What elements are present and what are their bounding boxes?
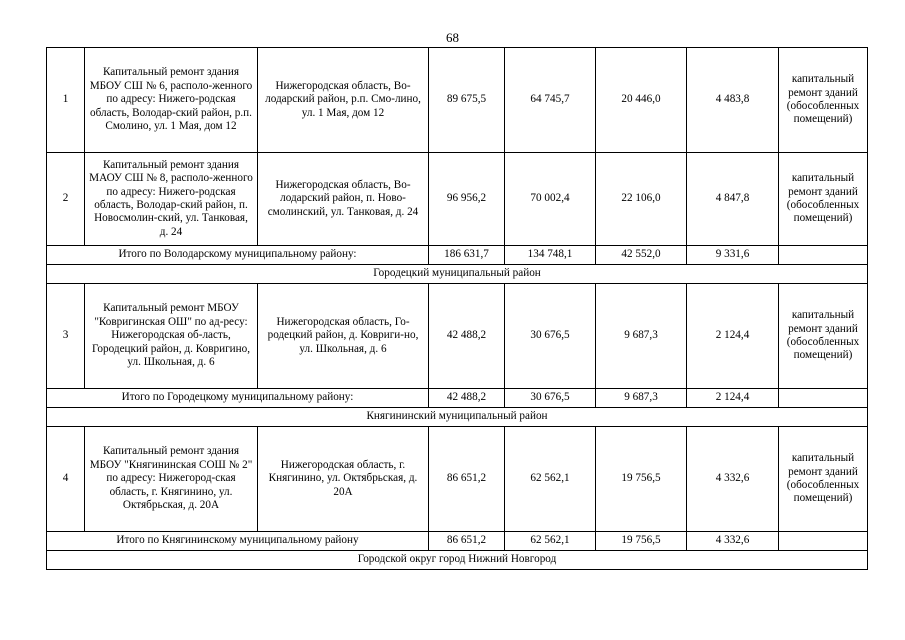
regional-funds: 20 446,0 [596, 48, 687, 153]
section-title: Городецкий муниципальный район [47, 265, 868, 284]
total-cost: 86 651,2 [429, 427, 505, 532]
federal-funds: 70 002,4 [505, 153, 596, 246]
subtotal-label: Итого по Городецкому муниципальному району: [47, 389, 429, 408]
local-funds: 2 124,4 [687, 284, 779, 389]
subtotal-label: Итого по Княгининскому муниципальному району [47, 532, 429, 551]
subtotal-local: 9 331,6 [687, 246, 779, 265]
local-funds: 4 847,8 [687, 153, 779, 246]
subtotal-local: 2 124,4 [687, 389, 779, 408]
row-number: 4 [47, 427, 85, 532]
table-row [47, 427, 868, 532]
object-name: Капитальный ремонт здания МБОУ СШ № 6, располо-женного по адресу: Нижего-родская область, Володар-ский район, р.п. Смолино, ул. 1 Мая, дом 12 [85, 48, 258, 153]
subtotal-local: 4 332,6 [687, 532, 779, 551]
subtotal-total-cost: 42 488,2 [429, 389, 505, 408]
subtotal-row [47, 532, 868, 551]
section-row [47, 408, 868, 427]
section-row [47, 265, 868, 284]
federal-funds: 62 562,1 [505, 427, 596, 532]
section-title: Городской округ город Нижний Новгород [47, 551, 868, 570]
federal-funds: 30 676,5 [505, 284, 596, 389]
subtotal-total-cost: 86 651,2 [429, 532, 505, 551]
subtotal-regional: 19 756,5 [596, 532, 687, 551]
regional-funds: 22 106,0 [596, 153, 687, 246]
total-cost: 89 675,5 [429, 48, 505, 153]
subtotal-total-cost: 186 631,7 [429, 246, 505, 265]
work-type: капитальный ремонт зданий (обособленных помещений) [779, 427, 868, 532]
subtotal-row [47, 389, 868, 408]
local-funds: 4 483,8 [687, 48, 779, 153]
object-name: Капитальный ремонт здания МАОУ СШ № 8, располо-женного по адресу: Нижего-родская область, Володар-ский район, п. Новосмолин-ский, ул. Танковая, д. 24 [85, 153, 258, 246]
subtotal-regional: 9 687,3 [596, 389, 687, 408]
work-type: капитальный ремонт зданий (обособленных помещений) [779, 284, 868, 389]
federal-funds: 64 745,7 [505, 48, 596, 153]
total-cost: 96 956,2 [429, 153, 505, 246]
object-address: Нижегородская область, Го-родецкий район, д. Ковриги-но, ул. Школьная, д. 6 [258, 284, 429, 389]
object-name: Капитальный ремонт МБОУ "Ковригинская ОШ" по ад-ресу: Нижегородская об-ласть, Городецкий район, д. Ковригино, ул. Школьная, д. 6 [85, 284, 258, 389]
row-number: 2 [47, 153, 85, 246]
row-number: 3 [47, 284, 85, 389]
section-title: Княгининский муниципальный район [47, 408, 868, 427]
object-name: Капитальный ремонт здания МБОУ "Княгининская СОШ № 2" по адресу: Нижегород-ская область, г. Княгинино, ул. Октябрьская, д. 20А [85, 427, 258, 532]
subtotal-federal: 30 676,5 [505, 389, 596, 408]
subtotal-federal: 62 562,1 [505, 532, 596, 551]
work-type: капитальный ремонт зданий (обособленных помещений) [779, 153, 868, 246]
table-row [47, 284, 868, 389]
subtotal-empty [779, 246, 868, 265]
table-row [47, 48, 868, 153]
subtotal-row [47, 246, 868, 265]
local-funds: 4 332,6 [687, 427, 779, 532]
object-address: Нижегородская область, Во-лодарский район, р.п. Смо-лино, ул. 1 Мая, дом 12 [258, 48, 429, 153]
subtotal-federal: 134 748,1 [505, 246, 596, 265]
subtotal-regional: 42 552,0 [596, 246, 687, 265]
subtotal-empty [779, 532, 868, 551]
total-cost: 42 488,2 [429, 284, 505, 389]
object-address: Нижегородская область, Во-лодарский район, п. Ново-смолинский, ул. Танковая, д. 24 [258, 153, 429, 246]
section-row [47, 551, 868, 570]
page-number: 68 [446, 30, 459, 45]
object-address: Нижегородская область, г. Княгинино, ул. Октябрьская, д. 20А [258, 427, 429, 532]
regional-funds: 19 756,5 [596, 427, 687, 532]
capital-repair-table [46, 47, 868, 570]
row-number: 1 [47, 48, 85, 153]
regional-funds: 9 687,3 [596, 284, 687, 389]
work-type: капитальный ремонт зданий (обособленных помещений) [779, 48, 868, 153]
subtotal-empty [779, 389, 868, 408]
subtotal-label: Итого по Володарскому муниципальному району: [47, 246, 429, 265]
table-row [47, 153, 868, 246]
